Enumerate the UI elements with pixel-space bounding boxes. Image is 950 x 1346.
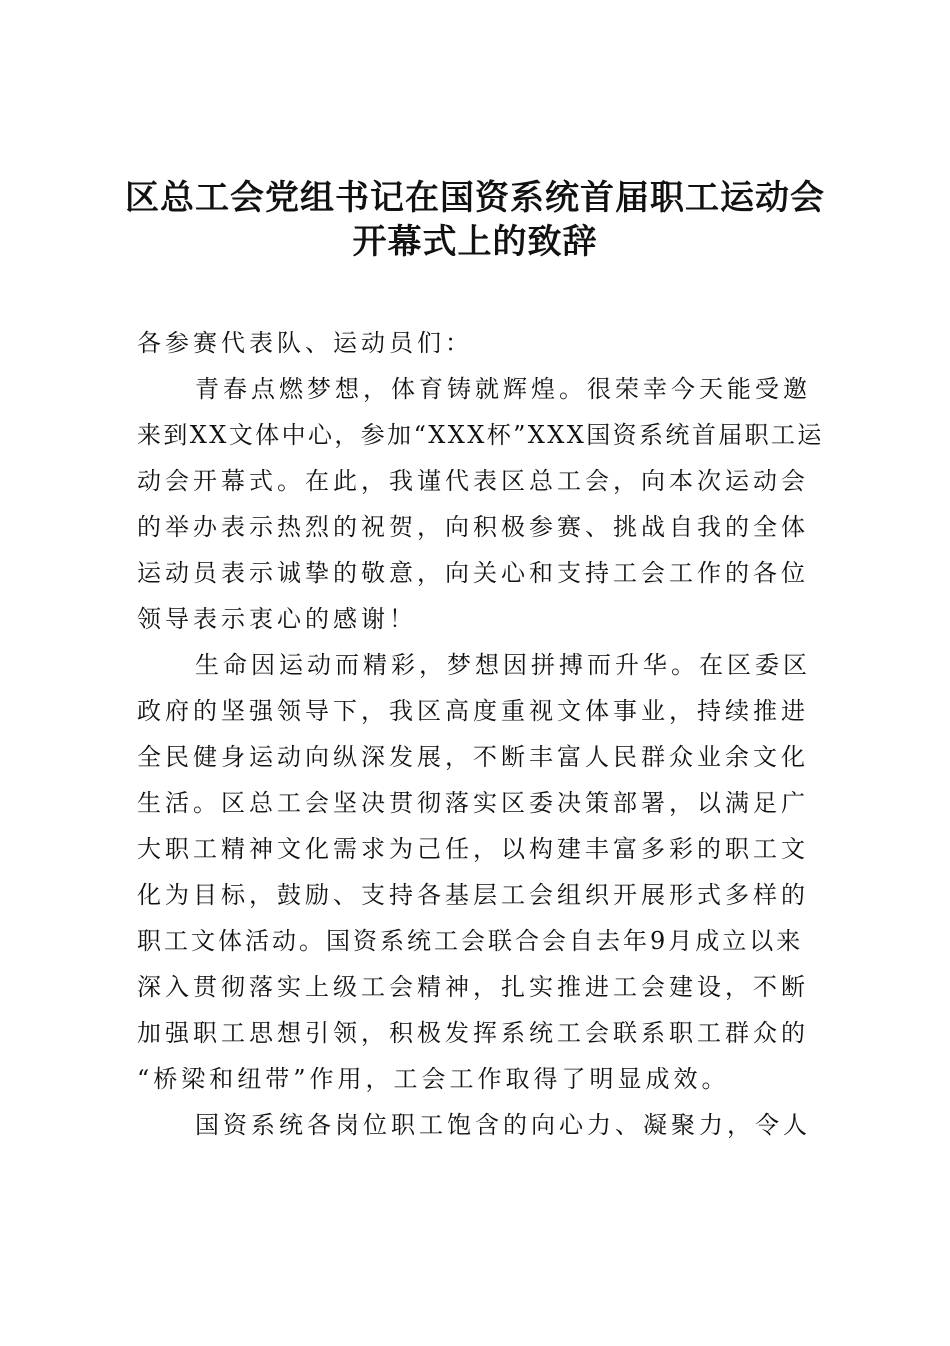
paragraph-line: 动会开幕式。在此，我谨代表区总工会，向本次运动会 (137, 467, 809, 495)
paragraph-3 (137, 1102, 847, 1148)
paragraph-line: 大职工精神文化需求为己任，以构建丰富多彩的职工文 (137, 835, 809, 863)
paragraph-line: 运动员表示诚挚的敬意，向关心和支持工会工作的各位 (137, 559, 809, 587)
paragraph-line: 生命因运动而精彩，梦想因拼搏而升华。在区委区 (195, 651, 811, 679)
document-body (137, 320, 847, 1148)
paragraph-2 (137, 642, 847, 1102)
title-line-1: 区总工会党组书记在国资系统首届职工运动会 (125, 178, 825, 218)
paragraph-line: 全民健身运动向纵深发展，不断丰富人民群众业余文化 (137, 743, 809, 771)
paragraph-line: 的举办表示热烈的祝贺，向积极参赛、挑战自我的全体 (137, 513, 809, 541)
salutation: 各参赛代表队、运动员们： (137, 329, 473, 357)
paragraph-line: 深入贯彻落实上级工会精神，扎实推进工会建设，不断 (137, 973, 809, 1001)
paragraph-line: 国资系统各岗位职工饱含的向心力、凝聚力，令人 (195, 1111, 811, 1139)
paragraph-line: 领导表示衷心的感谢！ (137, 605, 417, 633)
paragraph-line: 来到XX文体中心，参加“XXX杯”XXX国资系统首届职工运 (137, 421, 824, 449)
paragraph-line: 青春点燃梦想，体育铸就辉煌。很荣幸今天能受邀 (195, 375, 811, 403)
paragraph-line: 生活。区总工会坚决贯彻落实区委决策部署，以满足广 (137, 789, 809, 817)
paragraph-line: “桥梁和纽带”作用，工会工作取得了明显成效。 (137, 1065, 730, 1093)
title-line-2: 开幕式上的致辞 (352, 222, 598, 262)
document-title (100, 176, 850, 264)
paragraph-1 (137, 366, 847, 642)
paragraph-line: 职工文体活动。国资系统工会联合会自去年9月成立以来 (137, 927, 804, 955)
paragraph-line: 化为目标，鼓励、支持各基层工会组织开展形式多样的 (137, 881, 809, 909)
paragraph-line: 政府的坚强领导下，我区高度重视文体事业，持续推进 (137, 697, 809, 725)
paragraph-line: 加强职工思想引领，积极发挥系统工会联系职工群众的 (137, 1019, 809, 1047)
